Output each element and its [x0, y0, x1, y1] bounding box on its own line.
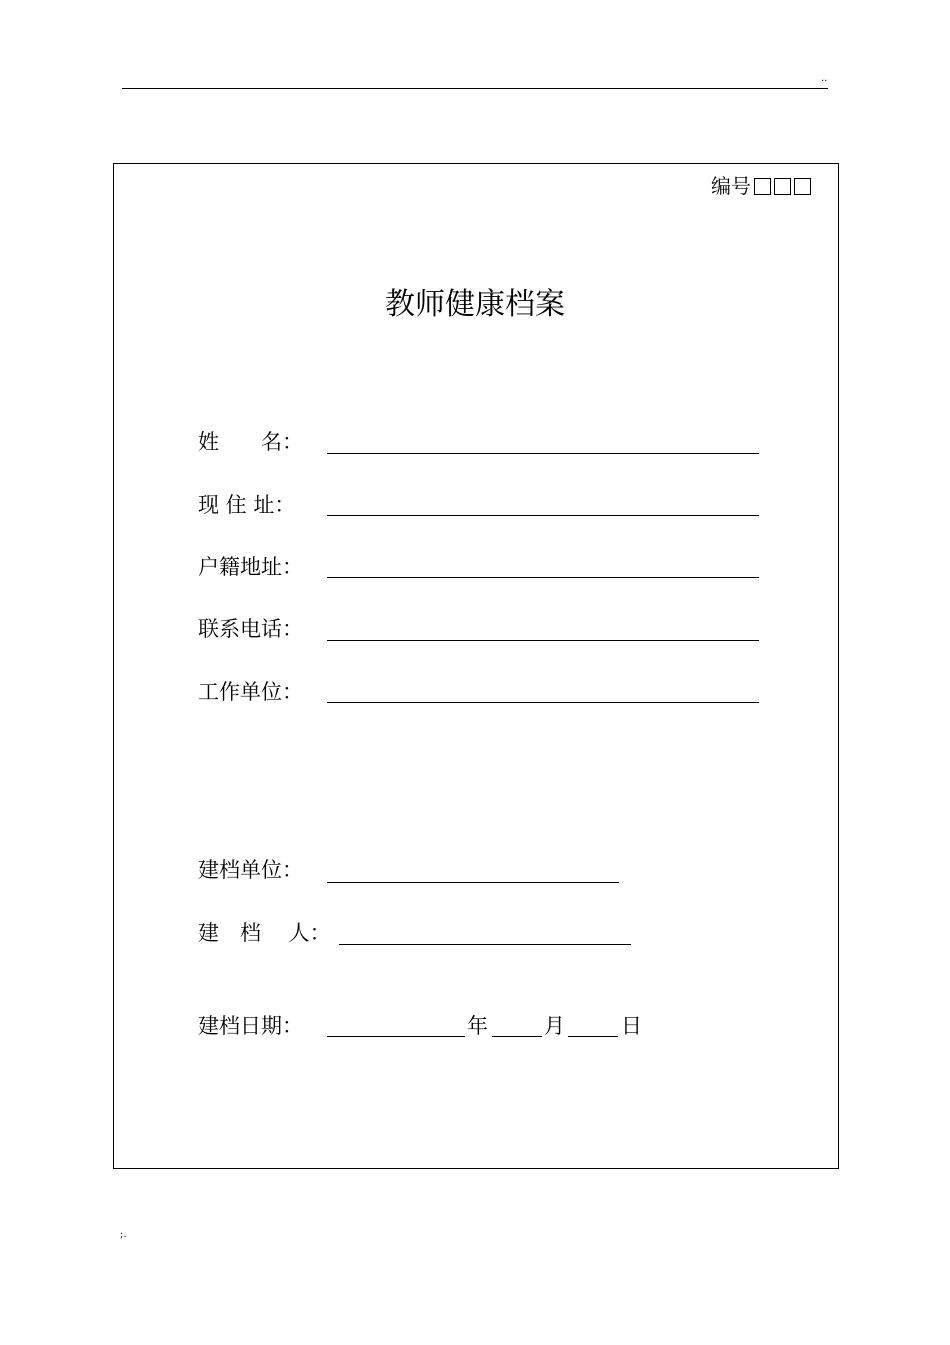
- record-unit-field[interactable]: [327, 882, 619, 883]
- serial-box[interactable]: [794, 178, 811, 195]
- header-rule: [122, 88, 828, 89]
- year-label: 年: [467, 1014, 488, 1038]
- record-person-label: 建 档 人：: [198, 921, 331, 945]
- month-field[interactable]: [492, 1036, 542, 1037]
- serial-number: [711, 172, 811, 200]
- household-label: 户籍地址：: [198, 555, 303, 579]
- header-mark: ..: [821, 73, 828, 84]
- name-label: 姓 名：: [198, 430, 303, 454]
- phone-field[interactable]: [327, 640, 759, 641]
- day-label: 日: [621, 1014, 642, 1038]
- record-person-field[interactable]: [339, 944, 631, 945]
- record-date-label: 建档日期：: [198, 1014, 303, 1038]
- address-field[interactable]: [327, 515, 759, 516]
- household-field[interactable]: [327, 577, 759, 578]
- phone-label: 联系电话：: [198, 617, 303, 641]
- serial-box[interactable]: [774, 178, 791, 195]
- record-unit-label: 建档单位：: [198, 858, 303, 882]
- footer-mark: ;.: [120, 1229, 127, 1240]
- page-title: 教师健康档案: [385, 287, 565, 322]
- month-label: 月: [544, 1014, 565, 1038]
- year-field[interactable]: [327, 1036, 465, 1037]
- address-label: 现 住 址：: [198, 493, 296, 517]
- name-field[interactable]: [327, 453, 759, 454]
- workplace-label: 工作单位：: [198, 680, 303, 704]
- workplace-field[interactable]: [327, 702, 759, 703]
- serial-label: 编号: [711, 174, 751, 198]
- serial-box[interactable]: [754, 178, 771, 195]
- day-field[interactable]: [568, 1036, 618, 1037]
